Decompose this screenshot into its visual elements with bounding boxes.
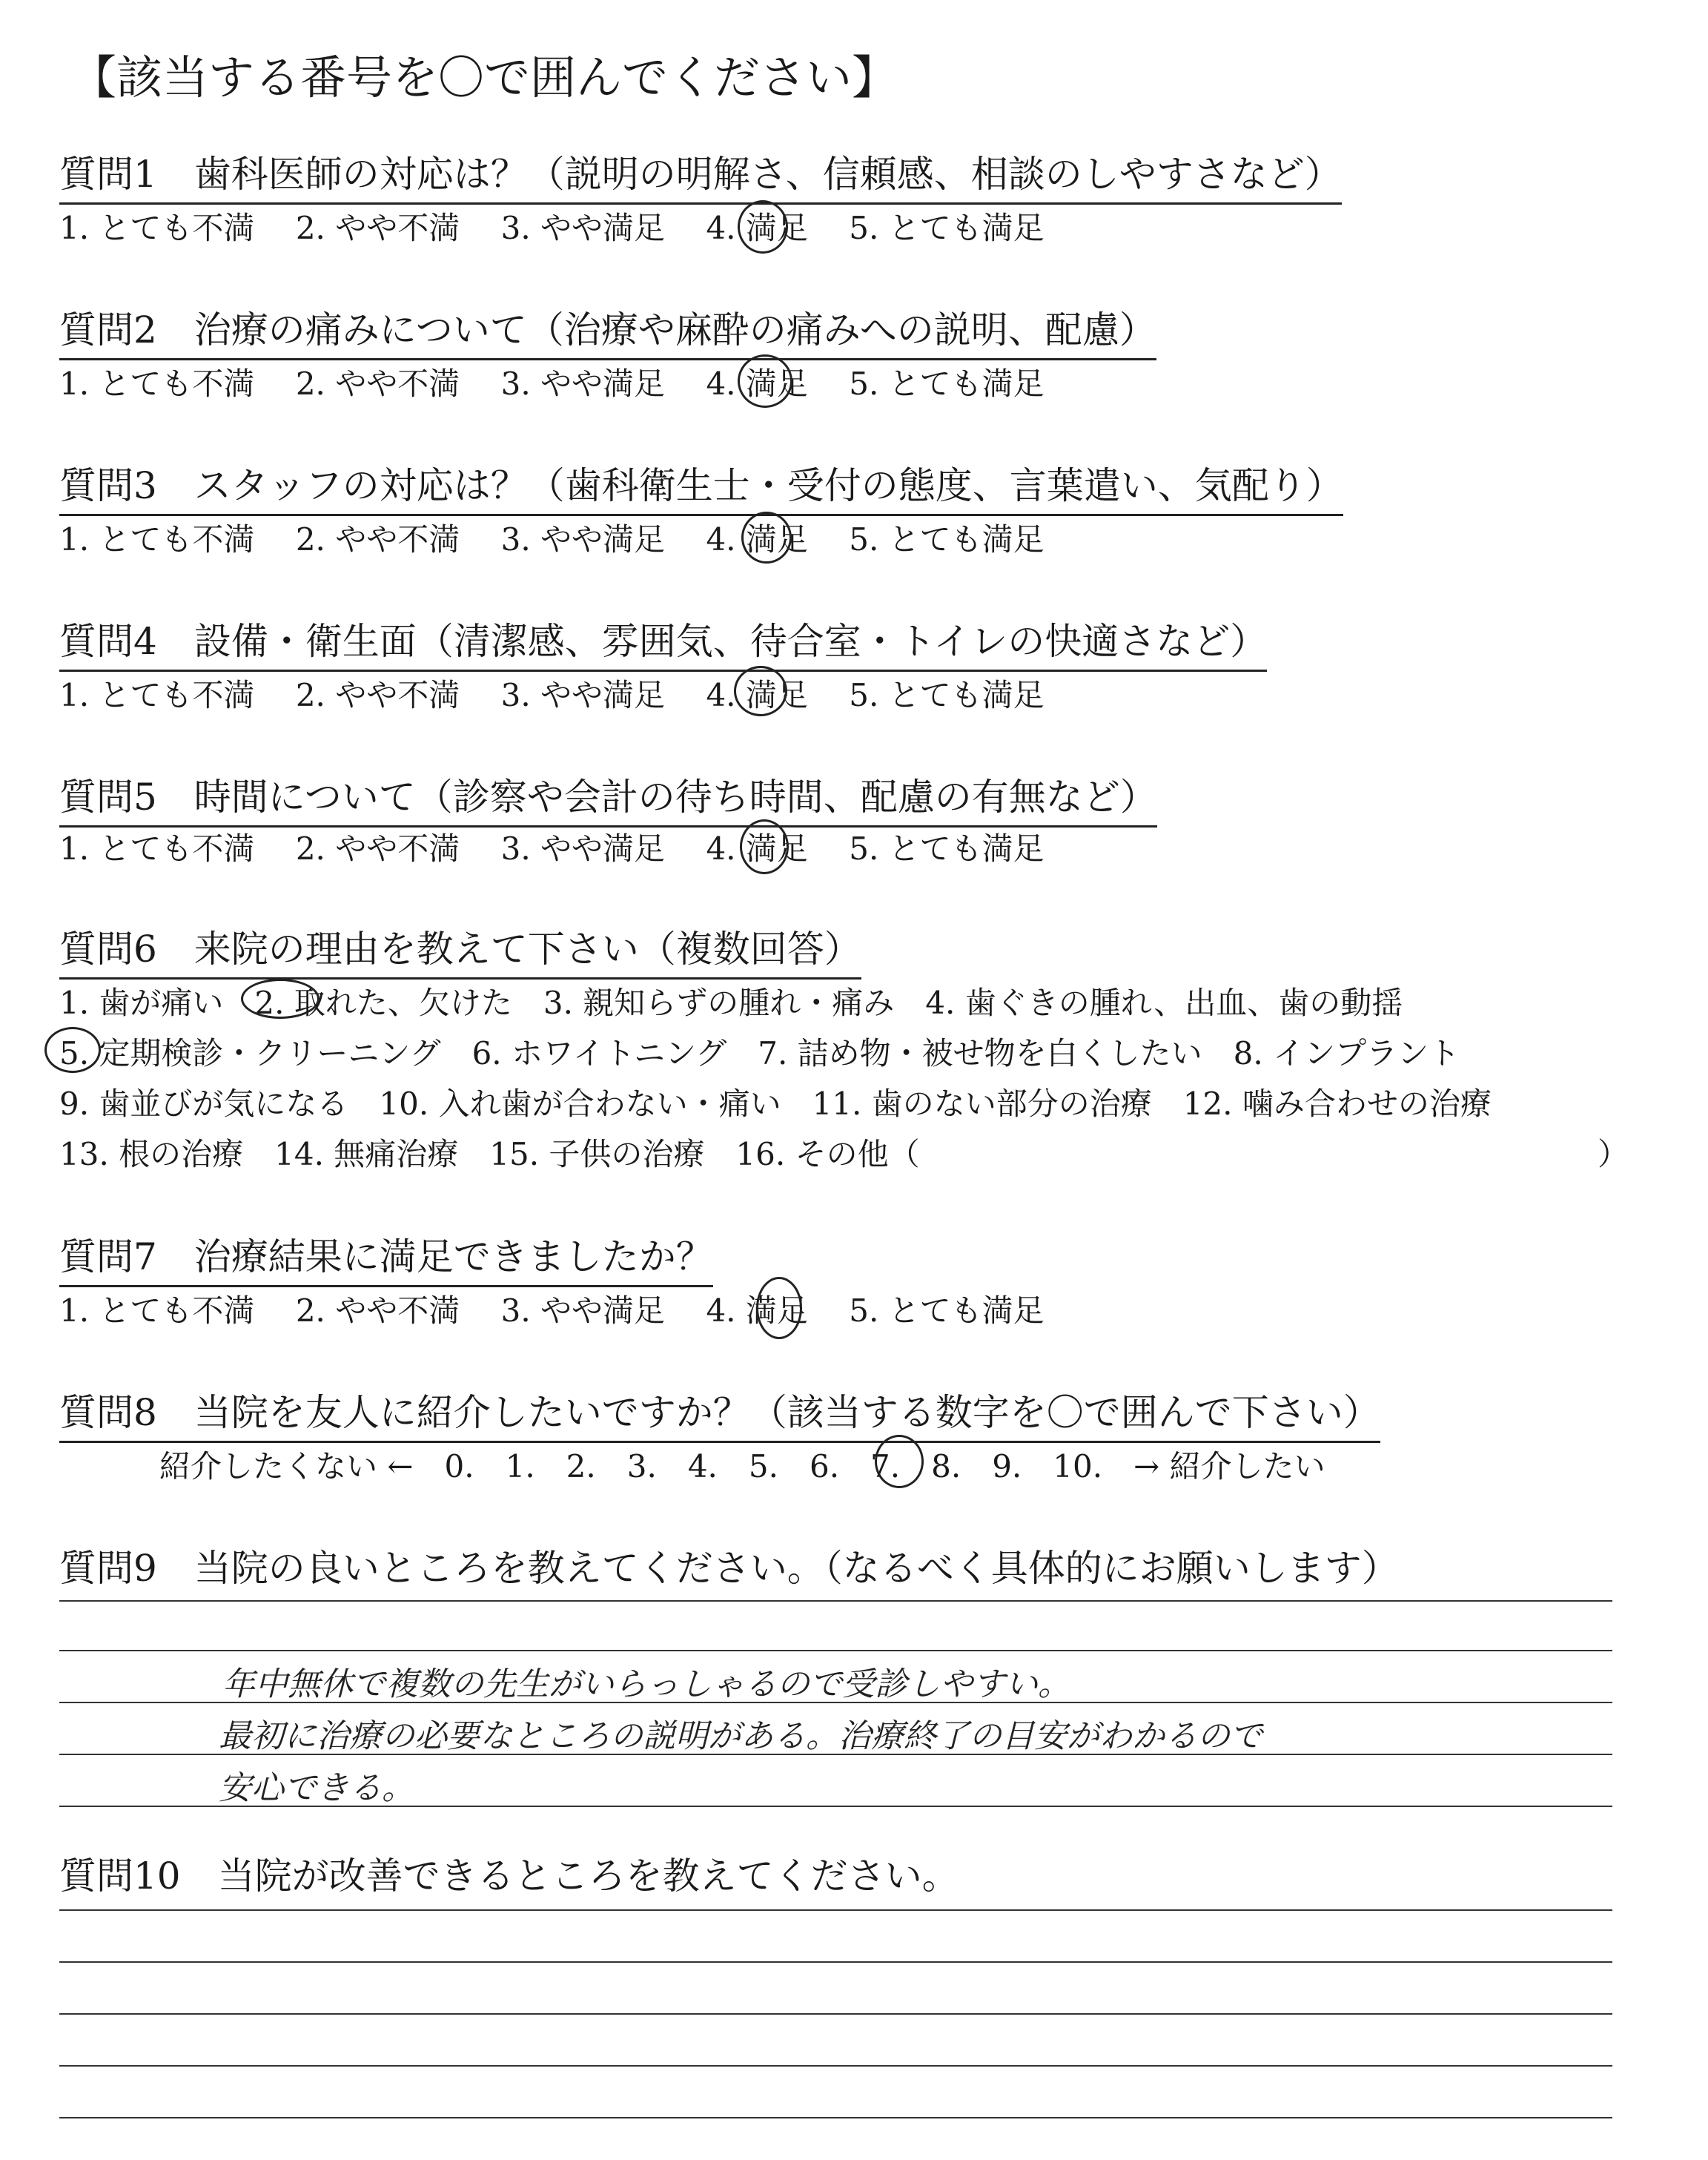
option-3[interactable]: 3. やや満足 xyxy=(500,1292,666,1329)
answer-rule xyxy=(59,2065,1612,2067)
option-3[interactable]: 3. やや満足 xyxy=(500,366,666,402)
answer-rule xyxy=(59,1961,1612,1963)
selection-circle xyxy=(241,979,320,1019)
q6-options-line-2[interactable]: 5. 定期検診・クリーニング 6. ホワイトニング 7. 詰め物・被せ物を白くしたい 8. インプラント xyxy=(59,1035,1460,1071)
selection-circle xyxy=(738,354,792,408)
question-9-label: 質問9 当院の良いところを教えてください。（なるべく具体的にお願いします） xyxy=(59,1547,1399,1590)
question-2-options xyxy=(59,360,1045,404)
answer-rule xyxy=(59,1600,1612,1602)
option-2[interactable]: 2. やや不満 xyxy=(295,210,460,246)
selection-circle xyxy=(44,1027,101,1073)
option-5[interactable]: 5. とても満足 xyxy=(849,521,1045,558)
answer-rule xyxy=(59,2013,1612,2015)
q6-other-close-paren: ） xyxy=(1598,1136,1629,1172)
answer-rule xyxy=(59,2117,1612,2118)
option-4[interactable]: 4. 満足 xyxy=(706,1292,808,1329)
option-4[interactable]: 4. 満足 xyxy=(706,521,808,558)
question-2-label: 質問2 治療の痛みについて（治療や麻酔の痛みへの説明、配慮） xyxy=(59,300,1156,360)
option-1[interactable]: 1. とても不満 xyxy=(59,521,255,558)
option-1[interactable]: 1. とても不満 xyxy=(59,210,255,246)
option-3[interactable]: 3. やや満足 xyxy=(500,210,666,246)
selection-circle xyxy=(740,819,789,874)
question-3-label: 質問3 スタッフの対応は？（歯科衛生士・受付の態度、言葉遣い、気配り） xyxy=(59,456,1343,516)
option-4[interactable]: 4. 満足 xyxy=(706,366,808,402)
page-title: 【該当する番号を〇で囲んでください】 xyxy=(70,50,898,105)
question-7-label: 質問7 治療結果に満足できましたか？ xyxy=(59,1227,713,1287)
answer-rule xyxy=(59,1909,1612,1911)
question-4-options xyxy=(59,671,1045,716)
selection-circle xyxy=(756,1277,802,1339)
question-7-options xyxy=(59,1287,1045,1331)
q6-options-line-1[interactable]: 1. 歯が痛い 2. 取れた、欠けた 3. 親知らずの腫れ・痛み 4. 歯ぐきの腫れ、出血、歯の動揺 xyxy=(59,985,1403,1021)
question-1-label: 質問1 歯科医師の対応は？（説明の明解さ、信頼感、相談のしやすさなど） xyxy=(59,145,1342,205)
selection-circle xyxy=(734,666,787,716)
option-3[interactable]: 3. やや満足 xyxy=(500,830,666,867)
question-5-options xyxy=(59,825,1045,869)
option-3[interactable]: 3. やや満足 xyxy=(500,677,666,713)
question-10-label: 質問10 当院が改善できるところを教えてください。 xyxy=(59,1855,959,1898)
answer-rule xyxy=(59,1650,1612,1651)
option-5[interactable]: 5. とても満足 xyxy=(849,830,1045,867)
option-5[interactable]: 5. とても満足 xyxy=(849,210,1045,246)
question-6-label: 質問6 来院の理由を教えて下さい（複数回答） xyxy=(59,919,861,980)
question-3-options xyxy=(59,515,1045,560)
option-3[interactable]: 3. やや満足 xyxy=(500,521,666,558)
handwritten-answer-line-1: 年中無休で複数の先生がいらっしゃるので受診しやすい。 xyxy=(222,1665,1070,1703)
option-2[interactable]: 2. やや不満 xyxy=(295,366,460,402)
option-4[interactable]: 4. 満足 xyxy=(706,677,808,713)
q6-options-line-4[interactable]: 13. 根の治療 14. 無痛治療 15. 子供の治療 16. その他（ xyxy=(59,1136,920,1172)
option-2[interactable]: 2. やや不満 xyxy=(295,521,460,558)
question-5-label: 質問5 時間について（診察や会計の待ち時間、配慮の有無など） xyxy=(59,767,1157,828)
option-4[interactable]: 4. 満足 xyxy=(706,830,808,867)
option-4[interactable]: 4. 満足 xyxy=(706,210,808,246)
option-5[interactable]: 5. とても満足 xyxy=(849,366,1045,402)
option-2[interactable]: 2. やや不満 xyxy=(295,677,460,713)
option-1[interactable]: 1. とても不満 xyxy=(59,366,255,402)
selection-circle xyxy=(875,1435,924,1488)
handwritten-answer-line-2: 最初に治療の必要なところの説明がある。治療終了の目安がわかるので xyxy=(219,1717,1262,1755)
referral-scale[interactable]: 紹介したくない ← 0. 1. 2. 3. 4. 5. 6. 7. 8. 9. 10. → 紹介したい xyxy=(159,1448,1325,1484)
selection-circle xyxy=(738,200,788,254)
question-1-options xyxy=(59,204,1045,248)
question-8-label: 質問8 当院を友人に紹介したいですか？（該当する数字を〇で囲んで下さい） xyxy=(59,1383,1380,1443)
option-5[interactable]: 5. とても満足 xyxy=(849,1292,1045,1329)
option-2[interactable]: 2. やや不満 xyxy=(295,1292,460,1329)
option-1[interactable]: 1. とても不満 xyxy=(59,1292,255,1329)
question-4-label: 質問4 設備・衛生面（清潔感、雰囲気、待合室・トイレの快適さなど） xyxy=(59,612,1267,672)
handwritten-answer-line-3: 安心できる。 xyxy=(219,1769,414,1807)
option-1[interactable]: 1. とても不満 xyxy=(59,677,255,713)
selection-circle xyxy=(741,512,792,564)
q6-options-line-3[interactable]: 9. 歯並びが気になる 10. 入れ歯が合わない・痛い 11. 歯のない部分の治療 12. 噛み合わせの治療 xyxy=(59,1086,1492,1122)
option-5[interactable]: 5. とても満足 xyxy=(849,677,1045,713)
option-1[interactable]: 1. とても不満 xyxy=(59,830,255,867)
option-2[interactable]: 2. やや不満 xyxy=(295,830,460,867)
